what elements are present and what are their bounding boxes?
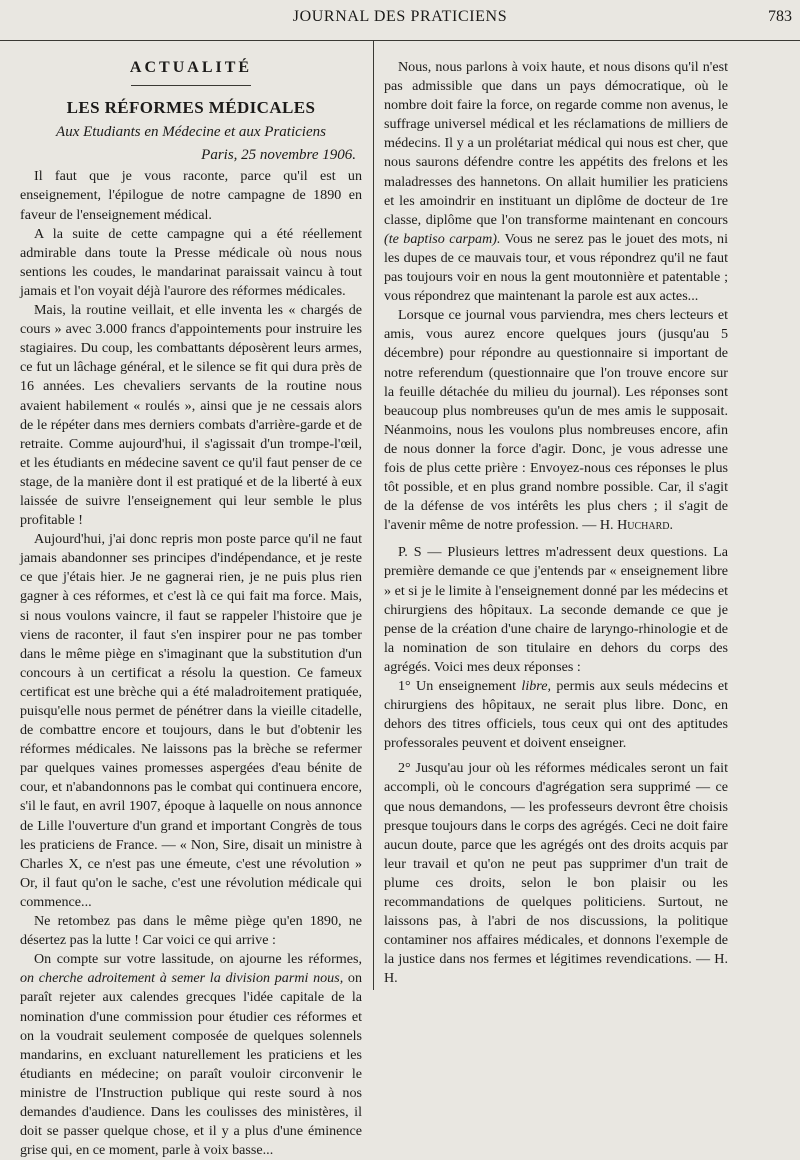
paragraph <box>20 950 362 1160</box>
italic-text: libre, <box>521 678 552 694</box>
running-head <box>0 8 800 32</box>
paragraph <box>384 58 728 306</box>
paragraph-text: On compte sur votre lassitude, on ajourne les réformes, <box>34 951 362 968</box>
paragraph-text: permis aux seuls médecins et chirurgiens des hôpitaux, ne serait plus libre. Donc, en dehors des titres officiels, tous ceux qui ont des aptitudes professorales peuvent et doivent enseigner. <box>384 678 728 752</box>
right-column <box>384 46 728 989</box>
paragraph: A la suite de cette campagne qui a été réellement admirable dans toute la Presse médicale où nous nous sentions les coudes, le mandarinat paraissait vaincu à tout jamais et l'on voyait déjà l'aurore des réformes médicales. <box>20 225 362 299</box>
article-title: LES RÉFORMES MÉDICALES <box>66 98 316 118</box>
italic-text: on cherche adroitement à semer la division parmi nous, <box>20 970 344 987</box>
paragraph-text: on paraît rejeter aux calendes grecques l'idée capitale de la nomination d'une commission pour étudier ces réformes et on la voudrait seulement composée de quelques solennels mandarins, en excluant naturellement les praticiens et les étudiants en médecine; on paraît vouloir circonvenir le ministre de l'Instruction publique qui reste sourd à nos demandes d'audience. Dans les coulisses des ministères, il doit se passer quelque chose, et il y a plus d'une éminence grise qui, en ce moment, parle à voix basse... <box>20 970 362 1159</box>
running-title: JOURNAL DES PRATICIENS <box>292 8 508 25</box>
paragraph <box>384 306 728 535</box>
paragraph <box>384 677 728 753</box>
dateline: Paris, 25 novembre 1906. <box>201 147 356 164</box>
paragraph-text: Vous ne serez pas le jouet des mots, ni les dupes de ce mauvais tour, et vous répondrez qu'il ne faut pas toujours voir en nous la gent moutonnière et patentable ; vous répondrez que maintenant la parole est aux actes... <box>384 230 728 305</box>
paragraph: Ne retombez pas dans le même piège qu'en 1890, ne désertez pas la lutte ! Car voici ce qui arrive : <box>20 913 362 949</box>
paragraph: Mais, la routine veillait, et elle inventa les « chargés de cours » avec 3.000 francs d'appointements pour instruire les stagiaires. Du coup, les combattants déposèrent leurs armes, ce fut un lâchage général, et le silence se fit qui dura près de 16 années. Les chevaliers servants de la routine nous avaient habilement « roulés », ainsi que je ne cessais alors de le répéter dans mes derniers combats d'arrière-garde et de retraite. Comme aujourd'hui, il s'agissait d'un trompe-l'œil, et les étudiants en médecine savent ce qu'il faut penser de ce stage, de la manière dont il est pratiqué et de la liberté à eux laissée de suivre l'enseignement qui leur semble le plus profitable ! <box>20 302 362 529</box>
section-underline <box>131 85 251 86</box>
paragraph: Il faut que je vous raconte, parce qu'il est un enseignement, l'épilogue de notre campagne de 1890 en faveur de l'enseignement médical. <box>20 168 362 223</box>
paragraph: 2° Jusqu'au jour où les réformes médicales seront un fait accompli, où le concours d'agrégation sera supprimé — ce que nous demandons, — les professeurs devront être choisis presque toujours dans le corps des agrégés. Ceci ne doit faire aucun doute, parce que les agrégés ont des droits acquis par leur travail et qu'on ne peut pas supprimer d'un trait de plume ces droits, selon le bon plaisir ou les recommandations de quelques politiciens. Surtout, ne laissons pas, à l'abri de nos discussions, la politique contaminer nos affaires médicales, et donnons l'exemple de la justice dans nos fermes et légitimes revendications. — H. H. <box>384 760 729 987</box>
paragraph-text: 1° Un enseignement <box>398 678 517 694</box>
article-subtitle: Aux Etudiants en Médecine et aux Praticiens <box>56 124 326 141</box>
paragraph: Aujourd'hui, j'ai donc repris mon poste parce qu'il ne faut jamais abandonner ses principes d'indépendance, et je reste ce que j'étais hier. Je ne gagnerai rien, je ne puis plus rien gagner à ces réformes, et c'est là ce qui fait ma force. Mais, si nous voulons vaincre, il faut se rappeler l'histoire que je viens de raconter, il faut s'en inspirer pour ne pas tomber dans le même piège en s'imaginant que la substitution d'un concours à un certificat a résolu la question. Ce fameux certificat est une brèche qui a été maladroitement pratiquée, puisqu'elle nous permet de pénétrer dans la vieille citadelle, de combattre encore et toujours, dans le but d'obtenir les réformes médicales. Ne laissons pas la brèche se refermer par quelques vaines promesses aspergées d'eau bénite de cour, et n'abandonnons pas le combat qui continuera encore, s'il le faut, en avril 1907, époque à laquelle on nous annonce de Lille l'ouverture d'un grand et important Congrès de tous les praticiens de France. — « Non, Sire, disait un ministre à Charles X, ce n'est pas une émeute, c'est une révolution » Or, il faut qu'on le sache, c'est une révolution médicale qui commence... <box>20 531 362 910</box>
paragraph-text: Lorsque ce journal vous parviendra, mes chers lecteurs et amis, vous aurez encore quelques jours (jusqu'au 5 décembre) pour répondre au questionnaire si important de notre referendum (questionnaire que l'on trouve encore sur la feuille détachée du milieu du journal). Les réponses sont beaucoup plus nombreuses qu'un de mes amis le supposait. Néanmoins, nous les voulons plus nombreuses encore, afin de nous donner la force d'agir. Donc, je vous adresse une fois de plus cette prière : Envoyez-nous ces réponses le plus tôt possible, et en plus grand nombre possible. Car, il s'agit de la défense de vos intérêts les plus chers ; il s'agit de l'avenir même de notre profession. — <box>384 307 728 534</box>
section-label: ACTUALITÉ <box>129 59 253 76</box>
header-rule <box>0 40 800 41</box>
postscript-paragraph: P. S — Plusieurs lettres m'adressent deux questions. La première demande ce que j'entends par « enseignement libre » et si je le limite à l'enseignement donné par les médecins et chirurgiens des hôpitaux. La seconde demande ce que je pense de la création d'une chaire de laryngo-rhinologie et de la nomination de son titulaire en dehors du corps des agrégés. Voici mes deux réponses : <box>384 544 728 675</box>
left-column <box>20 46 362 1160</box>
column-rule <box>373 40 374 990</box>
page-number: 783 <box>768 8 792 25</box>
italic-text: (te baptiso carpam). <box>384 230 501 247</box>
paragraph-text: Nous, nous parlons à voix haute, et nous disons qu'il n'est pas admissible que dans un pays démocratique, où le nombre doit faire la force, on regarde comme non avenus, le suffrage universel médical et les réclamations de milliers de médecins. Il y a un prolétariat médical qui nous est cher, que nous saurons défendre contre les appétits des frelons et les maladresses des hannetons. On allait humilier les praticiens et les amoindrir en instituant un diplôme de docteur de 1re classe, diplôme que l'on transforme maintenant en concours <box>384 59 728 228</box>
signature: H. Huchard. <box>599 517 674 534</box>
